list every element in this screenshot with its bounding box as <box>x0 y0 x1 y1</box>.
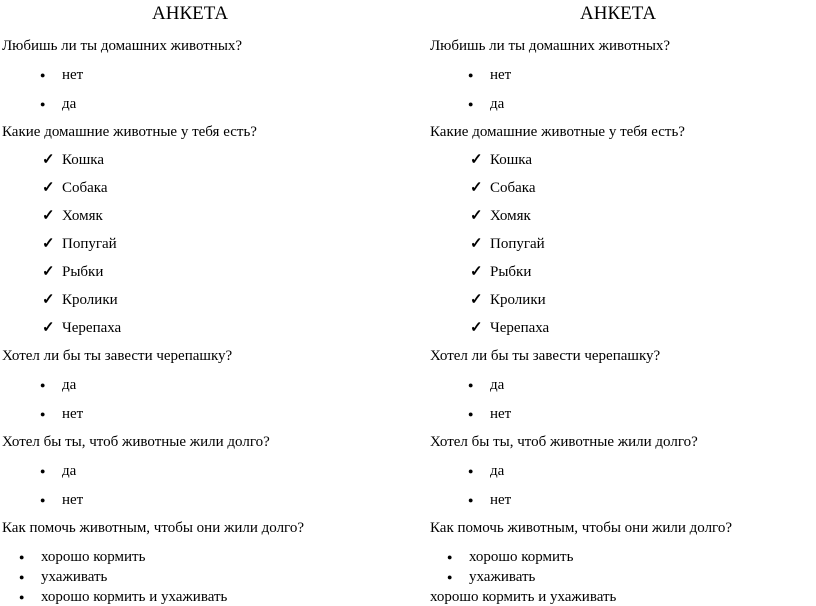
option-bullet-icon <box>469 568 535 586</box>
checkmark-icon <box>490 319 549 337</box>
checkmark-icon <box>490 235 545 253</box>
option-label: Попугай <box>490 236 545 252</box>
option-label: Кролики <box>62 292 118 308</box>
option-label: ухаживать <box>469 569 536 585</box>
option-label: хорошо кормить <box>469 549 574 565</box>
option-label: хорошо кормить <box>41 549 146 565</box>
option-label: да <box>62 96 77 112</box>
question-3: Хотел ли бы ты завести черепашку? <box>430 348 661 364</box>
option-label: нет <box>62 406 84 422</box>
option-bullet-icon <box>490 462 504 480</box>
option-label: нет <box>62 492 84 508</box>
option-bullet-icon <box>41 568 107 586</box>
option-bullet-icon <box>469 548 573 566</box>
checkmark-icon <box>62 263 103 281</box>
option-label: нет <box>490 406 512 422</box>
option-label: нет <box>62 67 84 83</box>
option-label: Хомяк <box>490 208 531 224</box>
option-label: да <box>490 377 505 393</box>
option-bullet-icon <box>62 66 83 84</box>
survey-column-right <box>428 0 816 605</box>
option-bullet-icon <box>62 376 76 394</box>
checkmark-icon <box>490 179 536 197</box>
option-bullet-icon <box>41 588 227 606</box>
option-bullet-icon <box>490 95 504 113</box>
option-label: Рыбки <box>62 264 104 280</box>
option-label: да <box>490 463 505 479</box>
question-4: Хотел бы ты, чтоб животные жили долго? <box>430 434 698 450</box>
option-bullet-icon <box>490 405 511 423</box>
option-bullet-icon <box>62 491 83 509</box>
checkmark-icon <box>62 291 118 309</box>
option-label: хорошо кормить и ухаживать <box>41 589 228 605</box>
option-label: Кролики <box>490 292 546 308</box>
checkmark-icon <box>62 207 103 225</box>
option-label-unbulleted: хорошо кормить и ухаживать <box>430 589 617 605</box>
option-label: Рыбки <box>490 264 532 280</box>
option-bullet-icon <box>62 462 76 480</box>
survey-column-left <box>0 0 400 605</box>
survey-title: АНКЕТА <box>152 3 229 24</box>
checkmark-icon <box>490 207 531 225</box>
option-label: Хомяк <box>62 208 103 224</box>
option-label: ухаживать <box>41 569 108 585</box>
option-label: да <box>62 463 77 479</box>
option-label: нет <box>490 492 512 508</box>
option-bullet-icon <box>62 405 83 423</box>
question-3: Хотел ли бы ты завести черепашку? <box>2 348 233 364</box>
checkmark-icon <box>62 235 117 253</box>
option-bullet-icon <box>41 548 145 566</box>
question-5: Как помочь животным, чтобы они жили долго? <box>2 520 304 536</box>
question-4: Хотел бы ты, чтоб животные жили долго? <box>2 434 270 450</box>
survey-title: АНКЕТА <box>580 3 657 24</box>
option-label: Черепаха <box>62 320 122 336</box>
option-label: Кошка <box>490 152 533 168</box>
option-label: да <box>62 377 77 393</box>
question-5: Как помочь животным, чтобы они жили долго? <box>430 520 732 536</box>
option-label: Собака <box>62 180 108 196</box>
question-1: Любишь ли ты домашних животных? <box>2 38 243 54</box>
checkmark-icon <box>490 263 531 281</box>
option-bullet-icon <box>490 376 504 394</box>
checkmark-icon <box>490 151 532 169</box>
option-label: Попугай <box>62 236 117 252</box>
option-label: да <box>490 96 505 112</box>
option-bullet-icon <box>490 66 511 84</box>
option-label: Собака <box>490 180 536 196</box>
checkmark-icon <box>62 151 104 169</box>
option-bullet-icon <box>490 491 511 509</box>
checkmark-icon <box>62 319 121 337</box>
question-2: Какие домашние животные у тебя есть? <box>430 124 685 140</box>
question-1: Любишь ли ты домашних животных? <box>430 38 671 54</box>
option-label: нет <box>490 67 512 83</box>
checkmark-icon <box>62 179 108 197</box>
checkmark-icon <box>490 291 546 309</box>
option-label: Кошка <box>62 152 105 168</box>
option-label: Черепаха <box>490 320 550 336</box>
option-bullet-icon <box>62 95 76 113</box>
question-2: Какие домашние животные у тебя есть? <box>2 124 257 140</box>
